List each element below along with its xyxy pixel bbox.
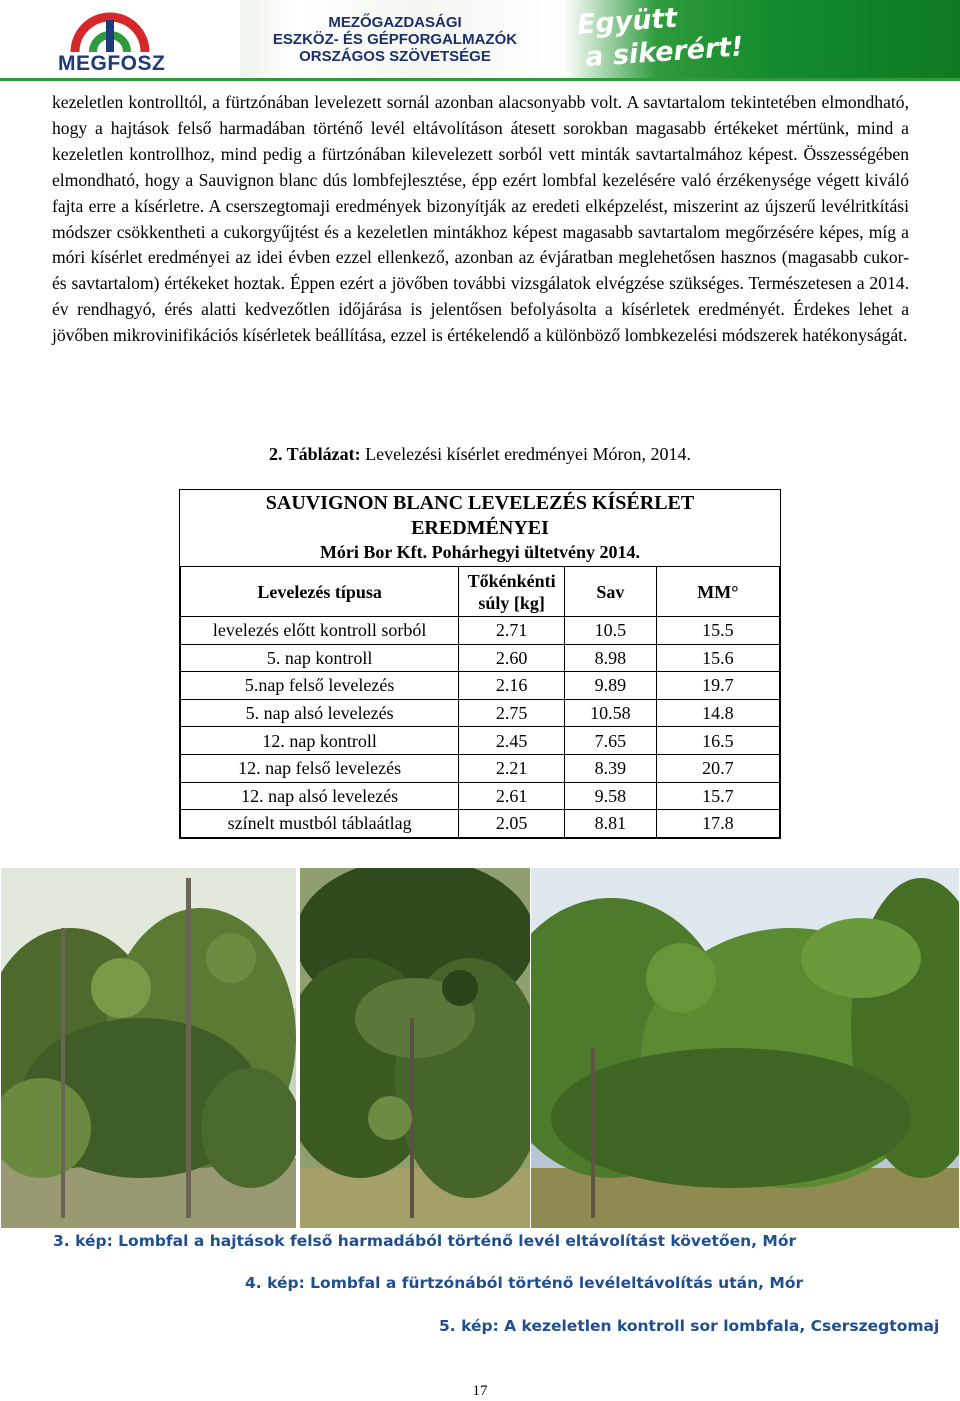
slogan	[576, 0, 745, 75]
cell-weight: 2.05	[459, 810, 565, 838]
table-caption-label: 2. Táblázat:	[268, 444, 361, 464]
org-line: ESZKÖZ- ÉS GÉPFORGALMAZÓK	[272, 31, 518, 48]
vineyard-photo-1	[1, 868, 296, 1228]
organization-name	[245, 14, 545, 65]
table-row	[181, 782, 780, 810]
cell-mm: 15.5	[656, 617, 779, 645]
table-title	[180, 490, 780, 541]
paragraph-text: kezeletlen kontrolltól, a fürtzónában levelezett sornál azonban alacsonyabb volt. A savtartalom tekintetében elmondható, hogy a hajtások felső harmadában történő levél eltávolításon átesett sorokban magasabb értékeket mértünk, mind a kezeletlen kontrollhoz, mind pedig a fürtzónában kilevelezett sorból vett minták savtartalmához képest. Összességében elmondható, hogy a Sauvignon blanc dús lombfejlesztése, épp ezért lombfal kezelésére való érzékenysége végett kiváló fajta erre a kísérletre. A cserszegtomaji eredmények bizonyítják az eredeti elképzelést, miszerint az újszerű levélritkítási módszer csökkentheti a cukorgyűjtést és a kezeletlen mintákhoz képest magasabb savtartalom megőrzésére képes, míg a móri kísérlet eredményei az idei évben ezzel ellenkező, azonban az évjáratban meglehetősen hasznos (magasabb cukor- és savtartalom) értékeket hoztak. Éppen ezért a jövőben további vizsgálatok elvégzése szükséges. Természetesen a 2014. év rendhagyó, érés alatti kedvezőtlen időjárása is jelentősen befolyásolta a kísérletek eredményét. Érdekes lehet a jövőben mikrovinifikációs kísérletek beállítása, ezzel is értékelendő a különböző lombkezelési módszerek hatékonyságát.	[52, 92, 909, 346]
table-subtitle: Móri Bor Kft. Pohárhegyi ültetvény 2014.	[319, 542, 641, 562]
header-acid: Sav	[565, 567, 657, 617]
page-header	[0, 0, 960, 80]
cell-acid: 10.5	[565, 617, 657, 645]
table-row	[181, 699, 780, 727]
header-weight-line: súly [kg]	[478, 592, 545, 613]
body-paragraph	[52, 90, 909, 349]
table-caption-text: Levelezési kísérlet eredményei Móron, 2014.	[360, 444, 692, 464]
photo-caption: 5. kép: A kezeletlen kontroll sor lombfala, Cserszegtomaj	[439, 1317, 940, 1335]
cell-mm: 15.7	[656, 782, 779, 810]
org-line: MEZŐGAZDASÁGI	[328, 14, 462, 31]
cell-mm: 19.7	[656, 672, 779, 700]
cell-type: 5. nap kontroll	[181, 644, 459, 672]
photo-caption: 3. kép: Lombfal a hajtások felső harmadából történő levél eltávolítást követően, Mór	[53, 1232, 797, 1250]
vineyard-photo-2	[300, 868, 530, 1228]
page-number: 17	[472, 1383, 488, 1399]
header-weight	[459, 567, 565, 617]
photo-caption: 4. kép: Lombfal a fürtzónából történő levéleltávolítás után, Mór	[245, 1274, 804, 1292]
cell-acid: 9.89	[565, 672, 657, 700]
cell-type: levelezés előtt kontroll sorból	[181, 617, 459, 645]
cell-mm: 14.8	[656, 699, 779, 727]
table-caption	[0, 444, 960, 465]
cell-weight: 2.16	[459, 672, 565, 700]
cell-acid: 7.65	[565, 727, 657, 755]
org-line: ORSZÁGOS SZÖVETSÉGE	[299, 48, 491, 65]
header-weight-line: Tőkénkénti	[467, 570, 556, 591]
slogan-line: a sikerért!	[584, 31, 745, 74]
table-header-row	[181, 567, 780, 617]
header-mm: MM°	[656, 567, 779, 617]
table-row	[181, 810, 780, 838]
logo-wordmark: MEGFOSZ	[58, 52, 166, 75]
cell-type: 5. nap alsó levelezés	[181, 699, 459, 727]
cell-mm: 15.6	[656, 644, 779, 672]
table-title-line: EREDMÉNYEI	[411, 517, 549, 539]
cell-acid: 10.58	[565, 699, 657, 727]
vineyard-photo-3	[531, 868, 959, 1228]
cell-weight: 2.21	[459, 754, 565, 782]
cell-acid: 8.39	[565, 754, 657, 782]
header-type: Levelezés típusa	[181, 567, 459, 617]
cell-type: 5.nap felső levelezés	[181, 672, 459, 700]
cell-acid: 9.58	[565, 782, 657, 810]
header-divider	[0, 78, 960, 81]
cell-mm: 20.7	[656, 754, 779, 782]
cell-weight: 2.61	[459, 782, 565, 810]
cell-mm: 17.8	[656, 810, 779, 838]
table-row	[181, 617, 780, 645]
cell-weight: 2.71	[459, 617, 565, 645]
cell-mm: 16.5	[656, 727, 779, 755]
slogan-line: Együtt	[575, 2, 679, 41]
cell-type: 12. nap kontroll	[181, 727, 459, 755]
data-table	[180, 566, 780, 838]
cell-type: színelt mustból táblaátlag	[181, 810, 459, 838]
table-row	[181, 754, 780, 782]
cell-weight: 2.75	[459, 699, 565, 727]
results-table	[179, 489, 781, 839]
cell-acid: 8.98	[565, 644, 657, 672]
cell-type: 12. nap alsó levelezés	[181, 782, 459, 810]
cell-weight: 2.45	[459, 727, 565, 755]
table-title-line: SAUVIGNON BLANC LEVELEZÉS KÍSÉRLET	[265, 492, 695, 514]
table-row	[181, 672, 780, 700]
table-row	[181, 727, 780, 755]
table-row	[181, 644, 780, 672]
cell-type: 12. nap felső levelezés	[181, 754, 459, 782]
cell-weight: 2.60	[459, 644, 565, 672]
cell-acid: 8.81	[565, 810, 657, 838]
